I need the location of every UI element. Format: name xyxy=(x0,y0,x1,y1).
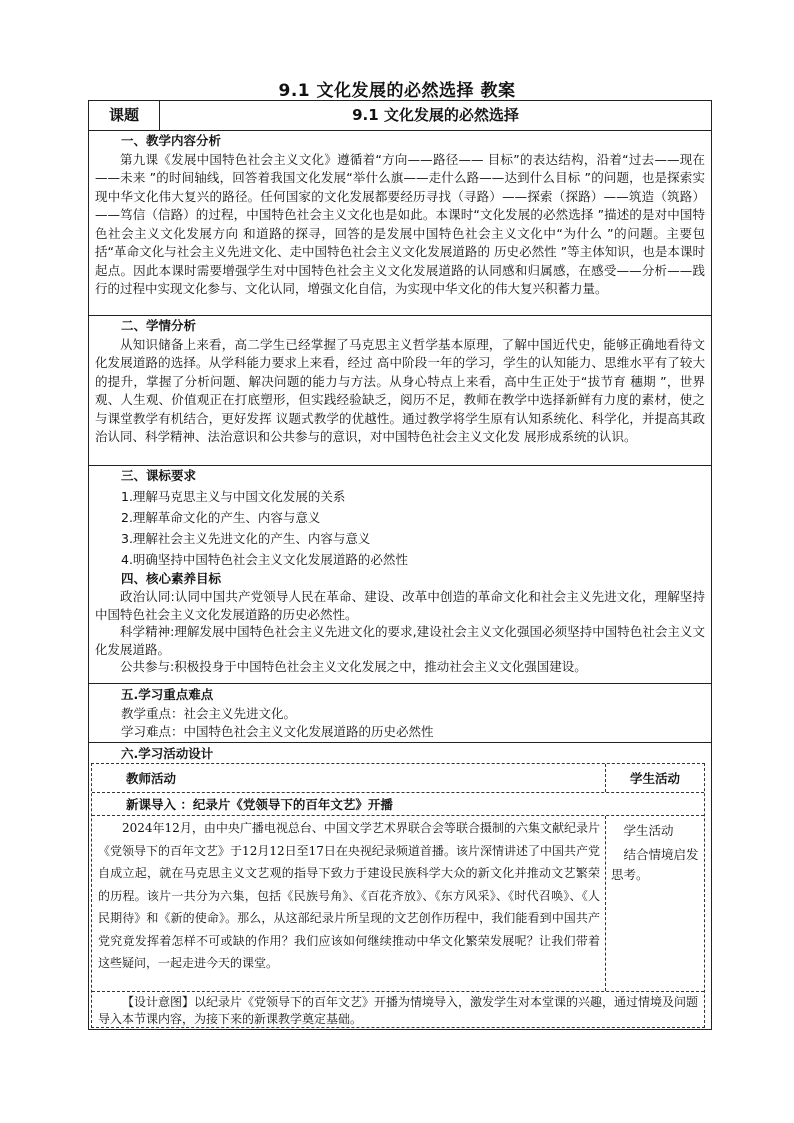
section-student-analysis xyxy=(89,316,711,466)
lesson-plan-table xyxy=(88,100,712,1030)
section-body: 第九课《发展中国特色社会主义文化》遵循着“方向——路径—— 目标”的表达结构，沿着“过去——现在——未来 ”的时间轴线，回答着我国文化发展“举什么旗——走什么路——达到什么目标 ”的问题，也是探索实现中华文化伟大复兴的路径。任何国家的文化发展都要经历寻找（寻路）——探索（探路）——筑造（筑路）——笃信（信路）的过程，中国特色社会主义文化也是如此。本课时“文化发展的必然选择 ”描述的是对中国特色社会主义文化发展方向 和道路的探寻，回答的是发展中国特色社会主义文化中“为什么 ”的问题。主要包括“革命文化与社会主义先进文化、走中国特色社会主义文化发展道路的 历史必然性 ”等主体知识，也是本课时起点。因此本课时需要增强学生对中国特色社会主义文化发展道路的认同感和归属感，在感受——分析——践行的过程中实现文化参与、文化认同，增强文化自信，为实现中华文化的伟大复兴积蓄力量。 xyxy=(95,151,705,296)
section-heading: 五.学习重点难点 xyxy=(121,687,214,702)
difficult-point: 学习难点：中国特色社会主义文化发展道路的历史必然性 xyxy=(121,724,434,739)
activity-table xyxy=(91,763,705,1028)
section-key-points xyxy=(89,684,711,743)
section-heading: 六.学习活动设计 xyxy=(121,746,214,761)
design-intent: 【设计意图】以纪录片《党领导下的百年文艺》开播为情境导入，激发学生对本堂课的兴趣，通过情境及问题导入本节课内容，为接下来的新课教学奠定基础。 xyxy=(98,995,699,1026)
section-body: 从知识储备上来看，高二学生已经掌握了马克思主义哲学基本原理，了解中国近代史，能够正确地看待文化发展道路的选择。从学科能力要求上来看，经过 高中阶段一年的学习，学生的认知能力、思维水平有了较大的提升，掌握了分析问题、解决问题的能力与方法。从身心特点上来看，高中生正处于“拔节育 穗期 ”，世界观、人生观、价值观正在打底塑形，但实践经验缺乏，阅历不足，教师在教学中选择新鲜有力度的素材，使之与课堂教学有机结合，更好发挥 议题式教学的优越性。通过教学将学生原有认知系统化、科学化，并提高其政治认同、科学精神、法治意识和公共参与的意识，对中国特色社会主义文化发 展形成系统的认识。 xyxy=(95,336,705,444)
topic-value: 9.1 文化发展的必然选择 xyxy=(352,106,519,124)
literacy-goal: 政治认同:认同中国共产党领导人民在革命、建设、改革中创造的革命文化和社会主义先进文化，理解坚持中国特色社会主义文化发展道路的历史必然性。 xyxy=(95,589,705,622)
section-content-analysis xyxy=(89,131,711,316)
header-row xyxy=(89,101,711,131)
student-activity-cell xyxy=(611,821,701,885)
activity-header-row xyxy=(92,764,704,793)
standard-item: 2.理解革命文化的产生、内容与意义 xyxy=(121,509,321,525)
student-activity-header: 学生活动 xyxy=(629,771,680,786)
teacher-activity-header: 教师活动 xyxy=(126,771,177,786)
student-activity-title: 学生活动 xyxy=(623,823,674,838)
document-title: 9.1 文化发展的必然选择 教案 xyxy=(278,81,516,101)
student-activity-body: 结合情境启发思考。 xyxy=(611,847,699,882)
section-standards-and-goals xyxy=(89,466,711,684)
section-heading: 三、课标要求 xyxy=(121,468,197,483)
intro-row xyxy=(92,793,704,816)
section-heading: 四、核心素养目标 xyxy=(121,570,222,586)
standard-item: 4.明确坚持中国特色社会主义文化发展道路的必然性 xyxy=(121,551,408,567)
literacy-goal: 科学精神:理解发展中国特色社会主义先进文化的要求,建设社会主义文化强国必须坚持中国特色社会主义文化发展道路。 xyxy=(95,624,705,657)
topic-label: 课题 xyxy=(89,101,160,130)
literacy-goal: 公共参与:积极投身于中国特色社会主义文化发展之中，推动社会主义文化强国建设。 xyxy=(120,659,587,674)
documentary-story: 2024年12月，由中央广播电视总台、中国文学艺术界联合会等联合摄制的六集文献纪录片《党领导下的百年文艺》于12月12日至17日在央视纪录频道首播。该片深情讲述了中国共产党自成立起，就在马克思主义文艺观的指导下致力于建设民族科学大众的新文化并推动文艺繁荣的历程。该片一共分为六集，包括《民族号角》、《百花齐放》、《东方风采》、《时代召唤》、《人民期待》和《新的使命》。那么，从这部纪录片所呈现的文艺创作历程中，我们能看到中国共产党究竟发挥着怎样不可或缺的作用？我们应该如何继续推动中华文化繁荣发展呢？让我们带着这些疑问，一起走进今天的课堂。 xyxy=(98,821,600,970)
section-heading: 一、教学内容分析 xyxy=(121,133,222,148)
key-point: 教学重点：社会主义先进文化。 xyxy=(121,705,297,721)
section-heading: 二、学情分析 xyxy=(121,318,197,333)
new-lesson-intro: 新课导入 ：纪录片《党领导下的百年文艺》开播 xyxy=(126,797,393,812)
story-row xyxy=(92,816,704,992)
standard-item: 1.理解马克思主义与中国文化发展的关系 xyxy=(121,488,346,504)
standard-item: 3.理解社会主义先进文化的产生、内容与意义 xyxy=(121,530,371,546)
